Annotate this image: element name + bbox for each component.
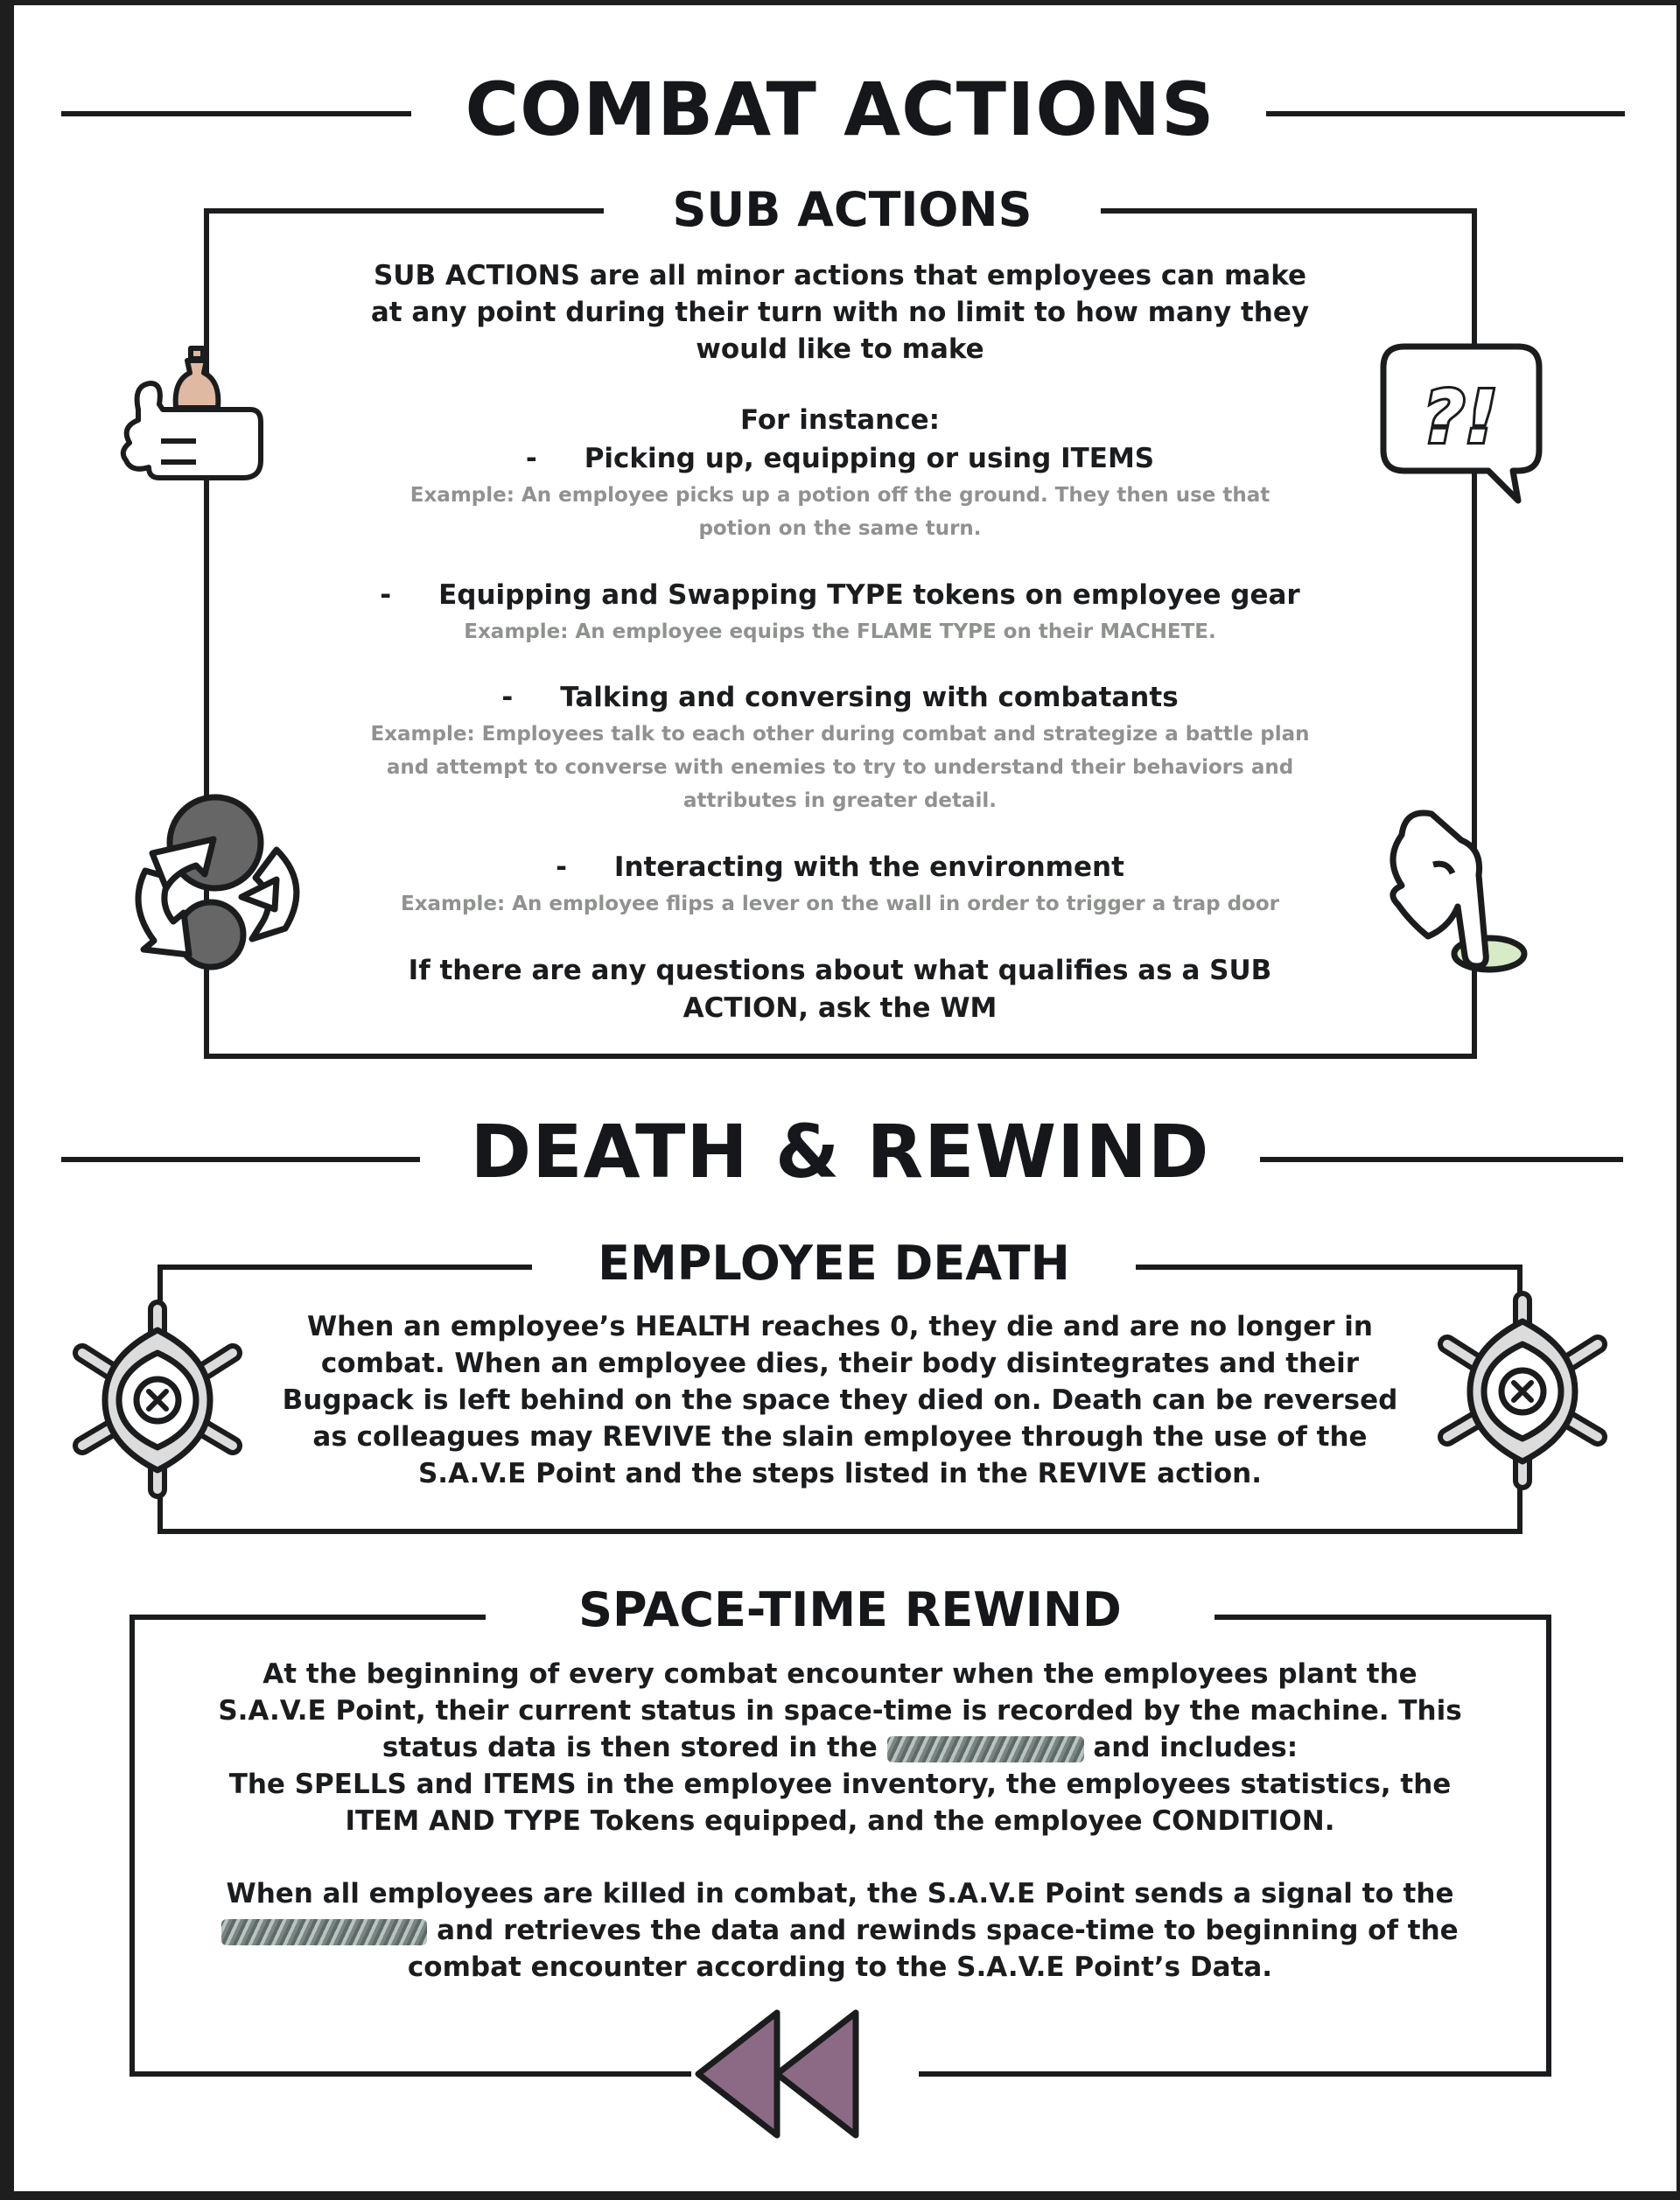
sub-actions-title: SUB ACTIONS [604, 181, 1101, 239]
space-time-rewind-title: SPACE-TIME REWIND [486, 1582, 1214, 1638]
bullet-dash: - [501, 682, 514, 713]
death-rewind-title: DEATH & REWIND [470, 1109, 1210, 1195]
redaction-scribble [221, 1919, 427, 1945]
bullet-dash: - [380, 579, 392, 611]
bug-skull-icon [1435, 1295, 1610, 1483]
rewind-text-line: At the beginning of every combat encounter when the employees plant the [262, 1658, 1418, 1690]
bug-skull-icon [70, 1304, 245, 1492]
pointing-hand-icon [1384, 803, 1537, 978]
employee-death-title: EMPLOYEE DEATH [532, 1237, 1136, 1291]
rewind-text-line: S.A.V.E Point, their current status in space-time is recorded by the machine. This [218, 1695, 1462, 1727]
interrobang-speech-bubble-icon [1378, 341, 1549, 508]
list-item-example: Example: An employee picks up a potion off the ground. They then use that potion on the same turn. [410, 484, 1270, 540]
rewind-text-line [149, 1729, 1531, 1766]
list-item-example: Example: Employees talk to each other during combat and strategize a battle plan and attempt to converse with enemies to try to understand their behaviors and attributes in greater detail. [370, 723, 1310, 812]
rewind-text-segment: and retrieves the data and rewinds space-time to beginning of the [437, 1915, 1459, 1946]
bullet-dash: - [556, 851, 567, 883]
list-item-label: Interacting with the environment [613, 851, 1124, 883]
list-item-label: Equipping and Swapping TYPE tokens on employee gear [438, 579, 1300, 611]
rewind-icon [691, 2004, 919, 2135]
redaction-scribble [887, 1736, 1084, 1762]
sub-actions-closing: If there are any questions about what qualifies as a SUB ACTION, ask the WM [408, 955, 1272, 1024]
list-item [368, 679, 1312, 716]
list-item-label: Talking and conversing with combatants [560, 682, 1179, 713]
bullet-dash: - [525, 443, 537, 474]
list-item-label: Picking up, equipping or using ITEMS [584, 443, 1155, 474]
rewind-text-line: combat encounter according to the S.A.V.E Point’s Data. [407, 1951, 1273, 1983]
cycle-arrows-icon [110, 792, 312, 980]
hand-holding-potion-icon [103, 340, 270, 497]
list-item [341, 577, 1339, 613]
rewind-text-segment: status data is then stored in the [382, 1732, 878, 1763]
rewind-text-line [149, 1912, 1531, 1949]
sub-actions-intro: SUB ACTIONS are all minor actions that employees can make at any point during their turn with no limit to how many they would like to make [370, 260, 1310, 365]
list-item-example: Example: An employee flips a lever on the wall in order to trigger a trap door [400, 893, 1279, 915]
rewind-text-line: ITEM AND TYPE Tokens equipped, and the employee CONDITION. [345, 1805, 1335, 1837]
for-instance-label: For instance: [739, 404, 941, 436]
rewind-text-segment: and includes: [1093, 1732, 1298, 1763]
rewind-text-line: When all employees are killed in combat, the S.A.V.E Point sends a signal to the [226, 1878, 1454, 1909]
rewind-text-line: The SPELLS and ITEMS in the employee inventory, the employees statistics, the [228, 1769, 1452, 1800]
svg-text:?!: ?! [1423, 376, 1498, 459]
list-item [368, 440, 1312, 477]
employee-death-body: When an employee’s HEALTH reaches 0, they die and are no longer in combat. When an employee dies, their body disintegrates and their Bugpack is left behind on the space they died on. Death can be reversed as colleagues may REVIVE the slain employee through the use of the S.A.V.E Point and the steps listed in the REVIVE action. [282, 1311, 1398, 1489]
list-item-example: Example: An employee equips the FLAME TYPE on their MACHETE. [464, 620, 1216, 643]
combat-actions-title: COMBAT ACTIONS [465, 67, 1215, 152]
list-item [368, 849, 1312, 886]
